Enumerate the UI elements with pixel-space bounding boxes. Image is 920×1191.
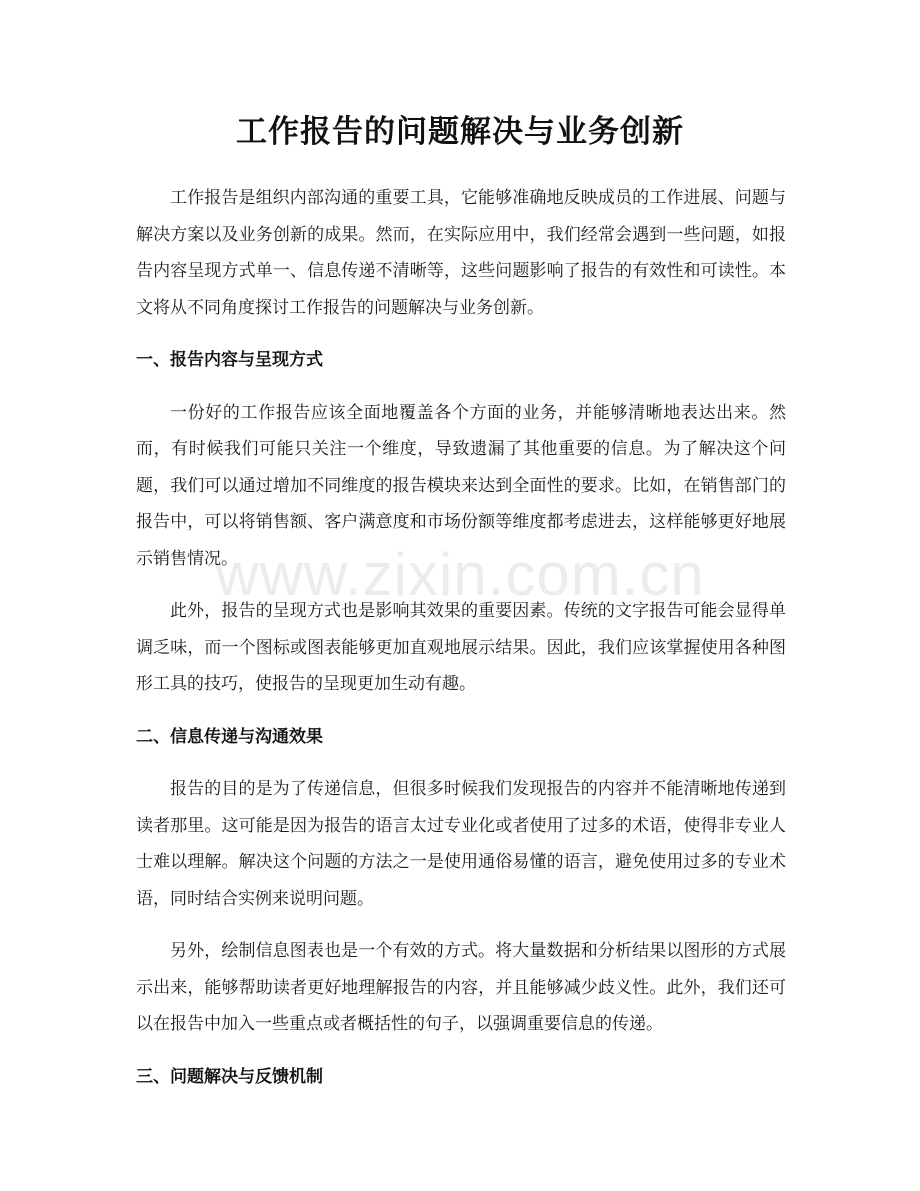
section-heading-1: 一、报告内容与呈现方式 xyxy=(136,350,323,370)
section-heading-2: 二、信息传递与沟通效果 xyxy=(136,726,323,747)
section-2-paragraph-1: 报告的目的是为了传递信息，但很多时候我们发现报告的内容并不能清晰地传递到读者那里。这可能是因为报告的语言太过专业化或者使用了过多的术语，使得非专业人士难以理解。解决这个问题的方法之一是使用通俗易懂的语言，避免使用过多的专业术语，同时结合实例来说明问题。 xyxy=(136,779,786,909)
watermark: www.zixin.com.cn xyxy=(215,541,705,608)
section-1-paragraph-2: 此外，报告的呈现方式也是影响其效果的重要因素。传统的文字报告可能会显得单调乏味，而一个图标或图表能够更加直观地展示结果。因此，我们应该掌握使用各种图形工具的技巧，使报告的呈现更加生动有趣。 xyxy=(136,601,786,694)
section-1-paragraph-1: 一份好的工作报告应该全面地覆盖各个方面的业务，并能够清晰地表达出来。然而，有时候我们可能只关注一个维度，导致遗漏了其他重要的信息。为了解决这个问题，我们可以通过增加不同维度的报告模块来达到全面性的要求。比如，在销售部门的报告中，可以将销售额、客户满意度和市场份额等维度都考虑进去，这样能够更好地展示销售情况。 xyxy=(136,402,786,569)
document-body xyxy=(136,180,786,1111)
intro-paragraph: 工作报告是组织内部沟通的重要工具，它能够准确地反映成员的工作进展、问题与解决方案以及业务创新的成果。然而，在实际应用中，我们经常会遇到一些问题，如报告内容呈现方式单一、信息传递不清晰等，这些问题影响了报告的有效性和可读性。本文将从不同角度探讨工作报告的问题解决与业务创新。 xyxy=(136,188,786,318)
section-heading-3: 三、问题解决与反馈机制 xyxy=(136,1066,323,1087)
section-2-paragraph-2: 另外，绘制信息图表也是一个有效的方式。将大量数据和分析结果以图形的方式展示出来，能够帮助读者更好地理解报告的内容，并且能够减少歧义性。此外，我们还可以在报告中加入一些重点或者概括性的句子，以强调重要信息的传递。 xyxy=(136,941,786,1034)
page-title: 工作报告的问题解决与业务创新 xyxy=(236,114,684,150)
